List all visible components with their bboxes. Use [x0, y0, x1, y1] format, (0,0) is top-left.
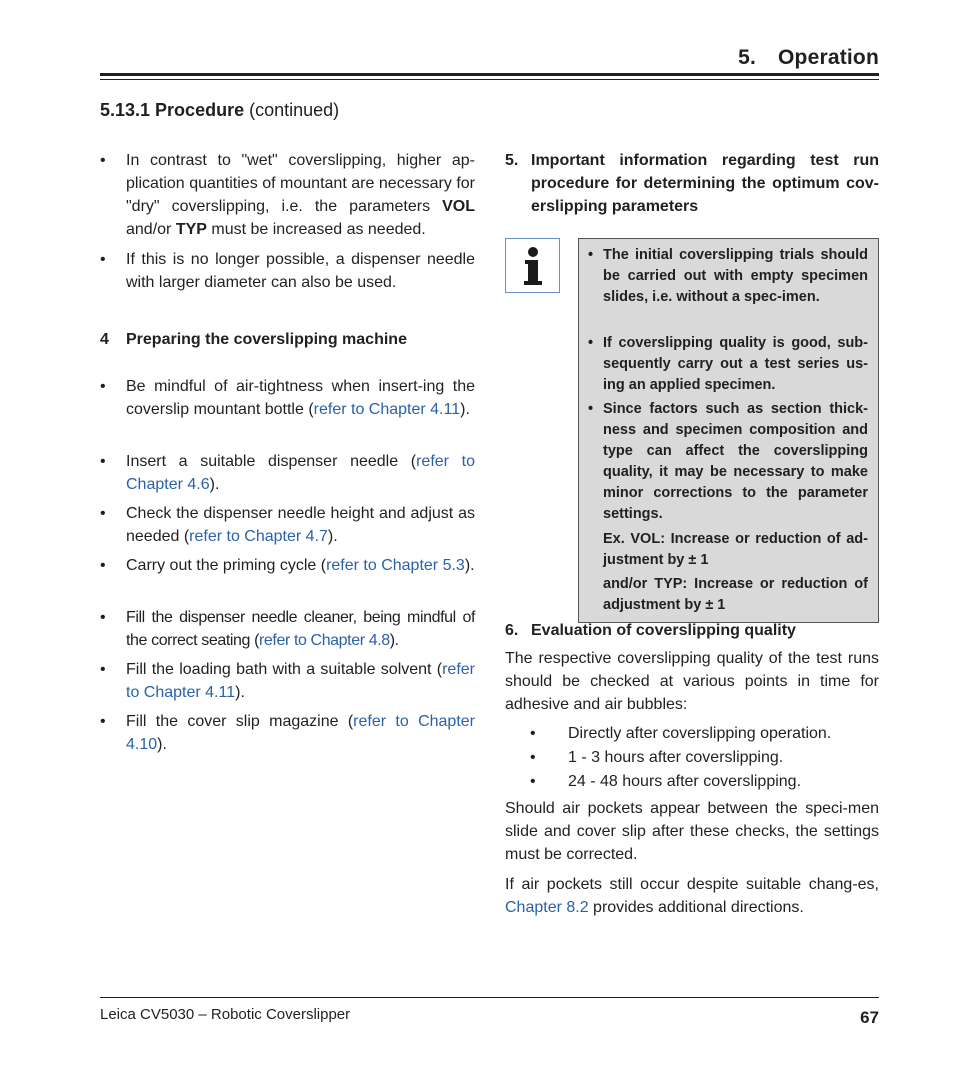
- info-item: • The initial coverslipping trials should be carried out with empty specimen slides, i.e. without a spec-imen.: [588, 247, 868, 305]
- left-column: [100, 149, 475, 769]
- chapter-number: 5.: [738, 46, 757, 69]
- list-item: • In contrast to "wet" coverslipping, higher ap-plication quantities of mountant are necessary for "dry" coverslipping, i.e. the parameters VOL and/or TYP must be increased as needed.: [100, 152, 475, 238]
- list-item: • Be mindful of air-tightness when insert-ing the coverslip mountant bottle (refer to Chapter 4.11).: [100, 378, 475, 418]
- step-4-heading: 4 Preparing the coverslipping machine: [100, 331, 407, 348]
- info-item: • Since factors such as section thick-ness and specimen composition and type can affect the coverslipping quality, it may be necessary to make minor corrections to the parameter settings.: [588, 401, 868, 522]
- chapter-link[interactable]: refer to Chapter 4.6: [126, 453, 475, 493]
- list-item: • Check the dispenser needle height and adjust as needed (refer to Chapter 4.7).: [100, 505, 475, 545]
- chapter-link[interactable]: Chapter 8.2: [505, 899, 589, 916]
- info-box: [578, 238, 879, 623]
- additional-directions-paragraph: If air pockets still occur despite suitable chang-es, Chapter 8.2 provides additional directions.: [505, 876, 879, 916]
- chapter-header: [738, 46, 879, 70]
- header-rule-thick: [100, 73, 879, 76]
- chapter-link[interactable]: refer to Chapter 4.10: [126, 713, 475, 753]
- chapter-link[interactable]: refer to Chapter 4.11: [126, 661, 475, 701]
- footer-product-name: Leica CV5030 – Robotic Coverslipper: [100, 1006, 351, 1023]
- list-item: • 1 - 3 hours after coverslipping.: [530, 749, 784, 766]
- evaluation-paragraph: The respective coverslipping quality of the test runs should be checked at various points in time for adhesive and air bubbles:: [505, 650, 879, 713]
- info-example-vol: Ex. VOL: Increase or reduction of ad-justment by ± 1: [603, 531, 868, 568]
- header-rule-thin: [100, 79, 879, 80]
- list-item: • Insert a suitable dispenser needle (refer to Chapter 4.6).: [100, 453, 475, 493]
- chapter-link[interactable]: refer to Chapter 4.11: [313, 401, 461, 418]
- chapter-title: Operation: [778, 46, 879, 69]
- footer-rule: [100, 997, 879, 998]
- list-item: • If this is no longer possible, a dispenser needle with larger diameter can also be used.: [100, 251, 475, 291]
- chapter-link[interactable]: refer to Chapter 4.8: [259, 632, 390, 649]
- list-item: • Fill the loading bath with a suitable solvent (refer to Chapter 4.11).: [100, 661, 475, 701]
- step-6-heading: 6. Evaluation of coverslipping quality: [505, 622, 796, 639]
- list-item: • 24 - 48 hours after coverslipping.: [530, 773, 802, 790]
- list-item: • Carry out the priming cycle (refer to Chapter 5.3).: [100, 557, 475, 574]
- chapter-link[interactable]: refer to Chapter 5.3: [326, 557, 465, 574]
- list-item: • Directly after coverslipping operation.: [530, 725, 832, 742]
- info-example-typ: and/or TYP: Increase or reduction of adjustment by ± 1: [603, 576, 868, 613]
- list-item: • Fill the dispenser needle cleaner, being mindful of the correct seating (refer to Chapter 4.8).: [100, 609, 475, 649]
- check-list: [505, 722, 879, 794]
- info-item: • If coverslipping quality is good, sub-sequently carry out a test series us-ing an applied specimen.: [588, 335, 868, 393]
- step-5-heading: 5. Important information regarding test run procedure for determining the optimum cov-erslipping parameters: [505, 152, 879, 215]
- page-number: 67: [860, 1008, 879, 1027]
- info-icon: [505, 238, 560, 293]
- air-pockets-paragraph: Should air pockets appear between the speci-men slide and cover slip after these checks, the settings must be corrected.: [505, 800, 879, 863]
- subsection-title: 5.13.1 Procedure (continued): [100, 100, 340, 120]
- list-item: • Fill the cover slip magazine (refer to Chapter 4.10).: [100, 713, 475, 753]
- chapter-link[interactable]: refer to Chapter 4.7: [189, 528, 328, 545]
